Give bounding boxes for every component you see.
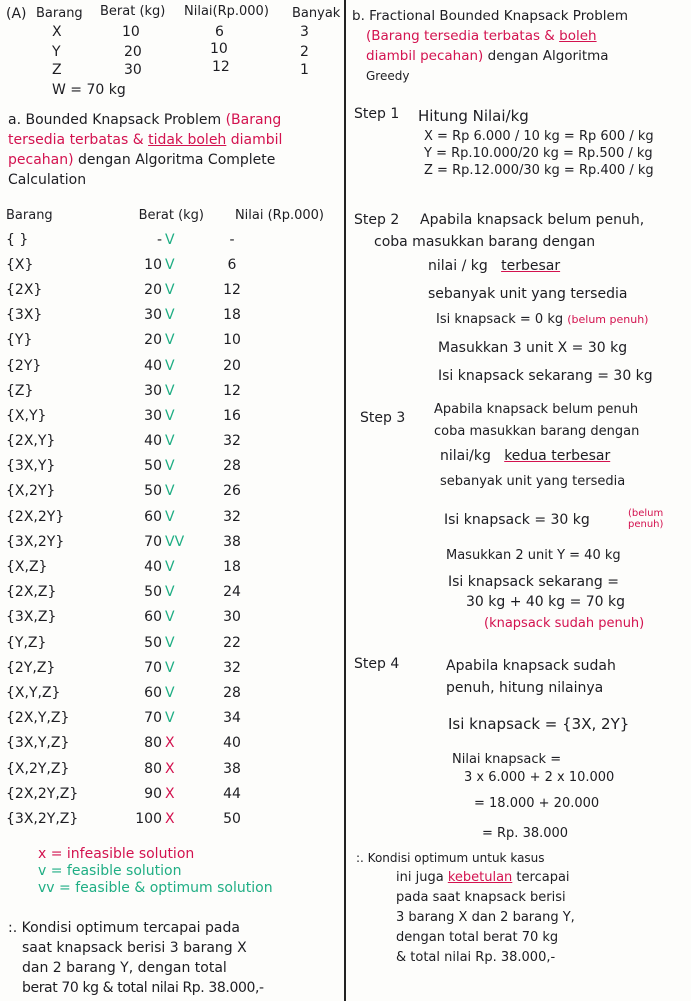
mark-cell: VV bbox=[165, 533, 185, 550]
item-nilai: 6 bbox=[215, 24, 224, 40]
nilai-cell: 22 bbox=[223, 634, 241, 651]
berat-cell: 70 bbox=[144, 659, 162, 676]
legend bbox=[38, 846, 273, 897]
status-note: (belum penuh) bbox=[567, 313, 649, 326]
berat-cell: 50 bbox=[144, 634, 162, 651]
step-line: 3 x 6.000 + 2 x 10.000 bbox=[464, 770, 615, 785]
item-nilai: 10 bbox=[210, 41, 228, 57]
mark-cell: V bbox=[165, 508, 175, 525]
item-banyak: 1 bbox=[300, 62, 309, 78]
set-cell: {3X,Y,Z} bbox=[6, 735, 70, 752]
mark-cell: V bbox=[165, 231, 175, 248]
conclusion-line: berat 70 kg & total nilai Rp. 38.000,- bbox=[22, 980, 264, 996]
conclusion-line: ini juga bbox=[396, 870, 444, 885]
mark-cell: V bbox=[165, 281, 175, 298]
table-row bbox=[6, 731, 342, 756]
nilai-cell: 50 bbox=[223, 810, 241, 827]
conclusion-line: :. Kondisi optimum untuk kasus bbox=[356, 851, 545, 865]
mark-cell: V bbox=[165, 559, 175, 576]
table-row bbox=[6, 806, 342, 831]
nilai-cell: 28 bbox=[223, 458, 241, 475]
item-name: Z bbox=[52, 62, 62, 78]
nilai-cell: 10 bbox=[223, 332, 241, 349]
table-row bbox=[6, 328, 342, 353]
set-cell: {X,2Y,Z} bbox=[6, 760, 70, 777]
berat-cell: 50 bbox=[144, 584, 162, 601]
conclusion-line: saat knapsack berisi 3 barang X bbox=[22, 940, 247, 956]
step-line: = Rp. 38.000 bbox=[482, 826, 569, 841]
step-line: coba masukkan barang dengan bbox=[434, 424, 640, 439]
berat-cell: 50 bbox=[144, 458, 162, 475]
table-row bbox=[6, 303, 342, 328]
mark-cell: V bbox=[165, 357, 175, 374]
mark-cell: V bbox=[165, 710, 175, 727]
step-label: Step 4 bbox=[354, 656, 400, 672]
emphasis-text: terbesar bbox=[501, 258, 561, 274]
berat-cell: 30 bbox=[144, 382, 162, 399]
step-line: Isi knapsack = 30 kg bbox=[444, 512, 590, 528]
set-cell: {X} bbox=[6, 256, 34, 273]
conclusion-line: dan 2 barang Y, dengan total bbox=[22, 960, 227, 976]
table-row bbox=[6, 605, 342, 630]
berat-cell: 60 bbox=[144, 684, 162, 701]
table-row bbox=[6, 655, 342, 680]
conclusion-line: dengan total berat 70 kg bbox=[396, 930, 559, 945]
mark-cell: X bbox=[165, 760, 175, 777]
berat-cell: 10 bbox=[144, 256, 162, 273]
mark-cell: V bbox=[165, 433, 175, 450]
title-black2: dengan Algoritma bbox=[78, 152, 204, 168]
step-line: Z = Rp.12.000/30 kg = Rp.400 / kg bbox=[424, 163, 654, 178]
item-banyak: 2 bbox=[300, 44, 309, 60]
item-berat: 30 bbox=[124, 62, 142, 78]
nilai-cell: 12 bbox=[223, 281, 241, 298]
title-text: a. Bounded Knapsack Problem bbox=[8, 112, 222, 128]
nilai-cell: 18 bbox=[223, 307, 241, 324]
nilai-cell: 6 bbox=[227, 256, 237, 273]
berat-cell: 50 bbox=[144, 483, 162, 500]
nilai-cell: 24 bbox=[223, 584, 241, 601]
berat-cell: 30 bbox=[144, 407, 162, 424]
table-row bbox=[6, 680, 342, 705]
step-label: Step 2 bbox=[354, 212, 400, 228]
mark-cell: X bbox=[165, 735, 175, 752]
mark-cell: V bbox=[165, 483, 175, 500]
table-row bbox=[6, 429, 342, 454]
step-line: Apabila knapsack belum penuh bbox=[434, 402, 639, 417]
table-row bbox=[6, 630, 342, 655]
part-b-title bbox=[352, 6, 628, 86]
set-cell: {2X,Y} bbox=[6, 433, 56, 450]
part-a-conclusion bbox=[8, 918, 264, 998]
mark-cell: V bbox=[165, 584, 175, 601]
nilai-cell: 44 bbox=[223, 785, 241, 802]
step-label: Step 3 bbox=[360, 410, 406, 426]
berat-cell: 20 bbox=[144, 281, 162, 298]
title-black3: Complete Calculation bbox=[8, 152, 276, 188]
item-berat: 20 bbox=[124, 44, 142, 60]
header-banyak: Banyak bbox=[292, 6, 341, 21]
title-red-underlined: boleh bbox=[559, 28, 597, 44]
set-cell: {2X,Y,Z} bbox=[6, 710, 70, 727]
berat-cell: 20 bbox=[144, 332, 162, 349]
berat-cell: 80 bbox=[144, 760, 162, 777]
mark-cell: V bbox=[165, 684, 175, 701]
col-berat: Berat (kg) bbox=[138, 207, 204, 223]
table-row bbox=[6, 554, 342, 579]
berat-cell: 90 bbox=[144, 785, 162, 802]
nilai-cell: 34 bbox=[223, 710, 241, 727]
problem-label: (A) bbox=[6, 6, 27, 22]
set-cell: {X,Z} bbox=[6, 559, 48, 576]
mark-cell: V bbox=[165, 407, 175, 424]
set-cell: {Y} bbox=[6, 332, 33, 349]
title-red2: diambil pecahan) bbox=[366, 48, 484, 64]
title-black2: dengan Algoritma bbox=[487, 48, 609, 64]
set-cell: {2Y,Z} bbox=[6, 659, 56, 676]
part-a-title bbox=[8, 110, 338, 190]
set-cell: {X,Y} bbox=[6, 407, 47, 424]
berat-cell: 70 bbox=[144, 710, 162, 727]
berat-cell: 100 bbox=[135, 810, 162, 827]
berat-cell: 40 bbox=[144, 433, 162, 450]
set-cell: {3X,2Y} bbox=[6, 533, 65, 550]
set-cell: {Z} bbox=[6, 382, 34, 399]
header-barang: Barang bbox=[36, 6, 83, 21]
berat-cell: 70 bbox=[144, 533, 162, 550]
title-red: (Barang tersedia terbatas & bbox=[8, 112, 282, 148]
legend-infeasible: x = infeasible solution bbox=[38, 846, 195, 862]
mark-cell: V bbox=[165, 332, 175, 349]
set-cell: { } bbox=[6, 231, 29, 248]
conclusion-line: pada saat knapsack berisi bbox=[396, 890, 566, 905]
table-row bbox=[6, 378, 342, 403]
title-red-underlined: tidak boleh bbox=[148, 132, 227, 148]
col-barang: Barang bbox=[6, 207, 53, 223]
header-nilai: Nilai(Rp.000) bbox=[184, 4, 269, 19]
step-line: Y = Rp.10.000/20 kg = Rp.500 / kg bbox=[424, 146, 653, 161]
set-cell: {3X,Y} bbox=[6, 458, 56, 475]
step-line: nilai / kg bbox=[428, 258, 488, 274]
berat-cell: 40 bbox=[144, 357, 162, 374]
step-line: = 18.000 + 20.000 bbox=[474, 796, 600, 811]
conclusion-line: 3 barang X dan 2 barang Y, bbox=[396, 910, 575, 925]
set-cell: {2Y} bbox=[6, 357, 42, 374]
nilai-cell: 20 bbox=[223, 357, 241, 374]
berat-cell: 60 bbox=[144, 609, 162, 626]
item-nilai: 12 bbox=[212, 59, 230, 75]
nilai-cell: 32 bbox=[223, 433, 241, 450]
title-black3: Greedy bbox=[366, 69, 410, 83]
step-line: penuh, hitung nilainya bbox=[446, 680, 604, 696]
col-nilai: Nilai (Rp.000) bbox=[234, 207, 324, 223]
berat-cell: 30 bbox=[144, 307, 162, 324]
mark-cell: X bbox=[165, 810, 175, 827]
mark-cell: V bbox=[165, 634, 175, 651]
title-text: b. Fractional Bounded Knapsack Problem bbox=[352, 8, 629, 24]
table-row bbox=[6, 277, 342, 302]
mark-cell: V bbox=[165, 458, 175, 475]
set-cell: {X,2Y} bbox=[6, 483, 56, 500]
status-note: (belum penuh) bbox=[628, 508, 664, 530]
table-header bbox=[6, 203, 342, 227]
table-row bbox=[6, 252, 342, 277]
mark-cell: V bbox=[165, 256, 175, 273]
mark-cell: V bbox=[165, 307, 175, 324]
berat-cell: - bbox=[156, 231, 162, 248]
conclusion-line: :. Kondisi optimum tercapai pada bbox=[8, 920, 240, 936]
status-note: (knapsack sudah penuh) bbox=[484, 616, 645, 631]
nilai-cell: 38 bbox=[223, 533, 241, 550]
step-line: Isi knapsack sekarang = 30 kg bbox=[438, 368, 653, 384]
nilai-cell: - bbox=[229, 231, 235, 248]
step-line: Apabila knapsack belum penuh, bbox=[420, 212, 645, 228]
step-line: Hitung Nilai/kg bbox=[418, 107, 529, 125]
set-cell: {2X,2Y} bbox=[6, 508, 65, 525]
legend-feasible: v = feasible solution bbox=[38, 863, 182, 879]
nilai-cell: 32 bbox=[223, 659, 241, 676]
table-row bbox=[6, 706, 342, 731]
step-line: Isi knapsack = {3X, 2Y} bbox=[448, 715, 630, 733]
mark-cell: V bbox=[165, 609, 175, 626]
nilai-cell: 28 bbox=[223, 684, 241, 701]
step-line: Isi knapsack = 0 kg bbox=[436, 312, 564, 327]
step-line: coba masukkan barang dengan bbox=[374, 234, 596, 250]
header-berat: Berat (kg) bbox=[100, 4, 166, 19]
set-cell: {X,Y,Z} bbox=[6, 684, 61, 701]
table-row bbox=[6, 781, 342, 806]
mark-cell: V bbox=[165, 382, 175, 399]
table-row bbox=[6, 756, 342, 781]
set-cell: {3X} bbox=[6, 307, 43, 324]
step-line: Nilai knapsack = bbox=[452, 752, 562, 767]
title-red2: diambil pecahan) bbox=[8, 132, 283, 168]
legend-optimum: vv = feasible & optimum solution bbox=[38, 880, 273, 896]
step-line: 30 kg + 40 kg = 70 kg bbox=[466, 594, 626, 610]
part-b-conclusion bbox=[356, 848, 575, 968]
step-label: Step 1 bbox=[354, 106, 400, 122]
item-name: X bbox=[52, 24, 62, 40]
capacity: W = 70 kg bbox=[52, 82, 126, 98]
nilai-cell: 38 bbox=[223, 760, 241, 777]
table-row bbox=[6, 227, 342, 252]
step-line: nilai/kg bbox=[440, 448, 491, 464]
berat-cell: 60 bbox=[144, 508, 162, 525]
emphasis-text: kebetulan bbox=[447, 870, 513, 885]
step-line: Masukkan 2 unit Y = 40 kg bbox=[446, 548, 621, 563]
step-line: Apabila knapsack sudah bbox=[446, 658, 616, 674]
nilai-cell: 16 bbox=[223, 407, 241, 424]
nilai-cell: 40 bbox=[223, 735, 241, 752]
berat-cell: 40 bbox=[144, 559, 162, 576]
step-line: sebanyak unit yang tersedia bbox=[428, 286, 628, 302]
table-row bbox=[6, 580, 342, 605]
emphasis-text: kedua terbesar bbox=[504, 448, 611, 464]
conclusion-line: tercapai bbox=[516, 870, 570, 885]
set-cell: {2X,Z} bbox=[6, 584, 57, 601]
nilai-cell: 18 bbox=[223, 559, 241, 576]
step-line: Masukkan 3 unit X = 30 kg bbox=[438, 340, 628, 356]
column-divider bbox=[344, 0, 346, 1001]
conclusion-line: & total nilai Rp. 38.000,- bbox=[396, 950, 556, 965]
table-row bbox=[6, 403, 342, 428]
nilai-cell: 32 bbox=[223, 508, 241, 525]
step-line: X = Rp 6.000 / 10 kg = Rp 600 / kg bbox=[424, 129, 654, 144]
complete-calculation-table bbox=[6, 203, 342, 832]
set-cell: {3X,Z} bbox=[6, 609, 57, 626]
nilai-cell: 12 bbox=[223, 382, 241, 399]
mark-cell: X bbox=[165, 785, 175, 802]
set-cell: {2X} bbox=[6, 281, 43, 298]
table-row bbox=[6, 504, 342, 529]
table-row bbox=[6, 529, 342, 554]
table-row bbox=[6, 454, 342, 479]
item-berat: 10 bbox=[122, 24, 140, 40]
item-name: Y bbox=[52, 44, 61, 60]
mark-cell: V bbox=[165, 659, 175, 676]
nilai-cell: 26 bbox=[223, 483, 241, 500]
set-cell: {Y,Z} bbox=[6, 634, 47, 651]
nilai-cell: 30 bbox=[223, 609, 241, 626]
berat-cell: 80 bbox=[144, 735, 162, 752]
table-row bbox=[6, 353, 342, 378]
step-line: sebanyak unit yang tersedia bbox=[440, 474, 626, 489]
item-banyak: 3 bbox=[300, 24, 309, 40]
title-red: (Barang tersedia terbatas & bbox=[366, 28, 555, 44]
step-line: Isi knapsack sekarang = bbox=[448, 574, 619, 590]
set-cell: {2X,2Y,Z} bbox=[6, 785, 79, 802]
set-cell: {3X,2Y,Z} bbox=[6, 810, 79, 827]
table-row bbox=[6, 479, 342, 504]
